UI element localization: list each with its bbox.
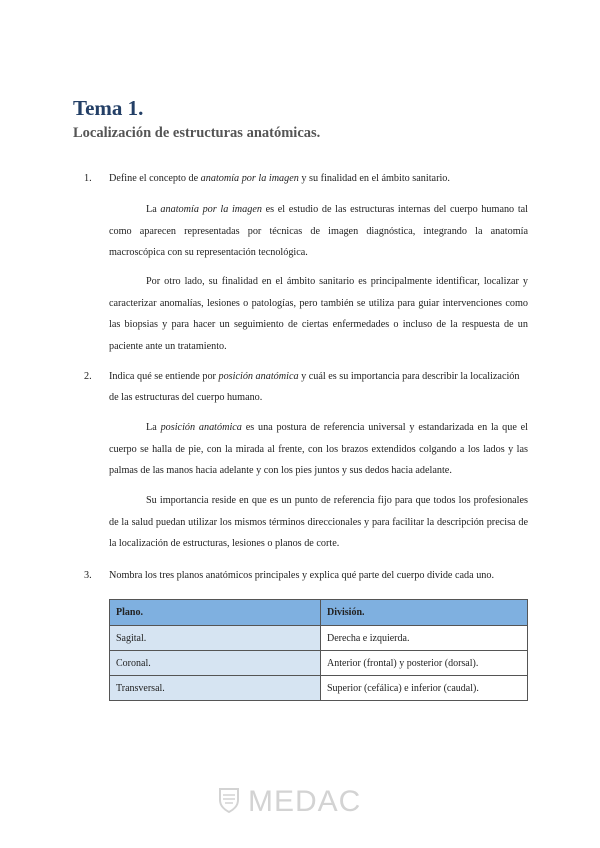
table-cell: Superior (cefálica) e inferior (caudal).	[321, 676, 528, 701]
table-row	[110, 651, 528, 676]
question-term: anatomía por la imagen	[200, 173, 299, 184]
table-cell: Sagital.	[110, 626, 321, 651]
header-cell-division: División.	[321, 600, 528, 626]
question-number: 2.	[84, 371, 92, 382]
logo-text: MEDAC	[248, 785, 362, 818]
question-text: Nombra los tres planos anatómicos principales y explica qué parte del cuerpo divide cada uno.	[109, 570, 495, 581]
planes-table	[109, 599, 528, 701]
answer-term: anatomía por la imagen	[160, 204, 262, 215]
page-subtitle: Localización de estructuras anatómicas.	[73, 125, 321, 141]
page-title: Tema 1.	[73, 96, 144, 120]
table-row	[110, 626, 528, 651]
header-cell-plane: Plano.	[110, 600, 321, 626]
table-row	[110, 676, 528, 701]
question-text: Indica qué se entiende por posición anatómica y cuál es su importancia para describir la localización de las estructuras del cuerpo humano.	[109, 371, 520, 403]
question-number: 3.	[84, 570, 92, 581]
answer-paragraph: Por otro lado, su finalidad en el ámbito sanitario es principalmente identificar, localizar y caracterizar anomalías, lesiones o patologías, pero también se utiliza para guiar intervenciones como las biopsias y para hacer un seguimiento de ciertas enfermedades o incluso de la respuesta de un paciente ante un tratamiento.	[109, 276, 528, 352]
answer-paragraph: Su importancia reside en que es un punto de referencia fijo para que todos los profesionales de la salud puedan utilizar los mismos términos direccionales y para facilitar la descripción precisa de la localización de estructuras, lesiones o planos de corte.	[109, 495, 528, 549]
question-number: 1.	[84, 173, 92, 184]
table-cell: Derecha e izquierda.	[321, 626, 528, 651]
question-term: posición anatómica	[218, 371, 299, 382]
table-cell: Coronal.	[110, 651, 321, 676]
footer-logo	[218, 785, 361, 819]
question-text: Define el concepto de anatomía por la imagen y su finalidad en el ámbito sanitario.	[109, 173, 450, 184]
table-cell: Anterior (frontal) y posterior (dorsal).	[321, 651, 528, 676]
table-cell: Transversal.	[110, 676, 321, 701]
answer-term: posición anatómica	[160, 422, 242, 433]
table-header-row	[110, 600, 528, 626]
medac-shield-icon	[218, 787, 240, 818]
answer-paragraph: La anatomía por la imagen es el estudio de las estructuras internas del cuerpo humano tal como aparecen representadas por técnicas de imagen diagnóstica, integrando la anatomía macroscópica con su representación tecnológica.	[109, 204, 528, 258]
answer-paragraph: La posición anatómica es una postura de referencia universal y estandarizada en la que el cuerpo se halla de pie, con la mirada al frente, con los brazos extendidos colgando a los lados y las palmas de las manos hacia adelante y con los pies juntos y sus dedos hacia adelante.	[109, 422, 529, 476]
